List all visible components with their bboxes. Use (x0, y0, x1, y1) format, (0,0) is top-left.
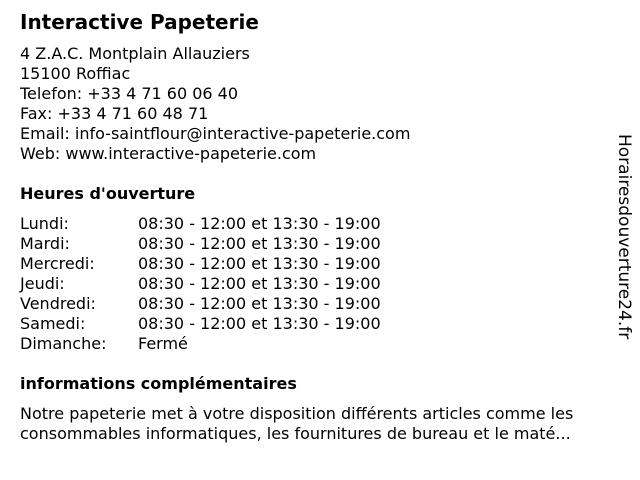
opening-hours-heading: Heures d'ouverture (20, 184, 196, 203)
contact-block (20, 44, 410, 164)
hours-row-wednesday (20, 254, 381, 274)
opening-hours-table (20, 214, 381, 354)
time-range: 08:30 - 12:00 et 13:30 - 19:00 (138, 234, 381, 253)
day-label: Lundi: (20, 214, 69, 233)
day-label: Mercredi: (20, 254, 95, 273)
time-range: 08:30 - 12:00 et 13:30 - 19:00 (138, 254, 381, 273)
hours-row-thursday (20, 274, 381, 294)
time-range: 08:30 - 12:00 et 13:30 - 19:00 (138, 314, 381, 333)
watermark (612, 134, 636, 346)
website-url: Web: www.interactive-papeterie.com (20, 144, 317, 163)
hours-row-tuesday (20, 234, 381, 254)
address-line-2: 15100 Roffiac (20, 64, 131, 83)
address-line-1: 4 Z.A.C. Montplain Allauziers (20, 44, 250, 63)
phone-number: Telefon: +33 4 71 60 06 40 (20, 84, 239, 103)
additional-info-text: Notre papeterie met à votre disposition différents articles comme les consommables informatiques, les fournitures de bureau et le maté... (20, 404, 574, 443)
hours-row-saturday (20, 314, 381, 334)
day-label: Jeudi: (20, 274, 65, 293)
watermark-text: Horairesdouverture24.fr (614, 134, 634, 340)
day-label: Dimanche: (20, 334, 107, 353)
day-label: Samedi: (20, 314, 86, 333)
time-range: 08:30 - 12:00 et 13:30 - 19:00 (138, 274, 381, 293)
hours-row-monday (20, 214, 381, 234)
hours-row-friday (20, 294, 381, 314)
time-range: 08:30 - 12:00 et 13:30 - 19:00 (138, 214, 381, 233)
fax-number: Fax: +33 4 71 60 48 71 (20, 104, 209, 123)
additional-info-heading: informations complémentaires (20, 374, 297, 393)
time-range: 08:30 - 12:00 et 13:30 - 19:00 (138, 294, 381, 313)
time-range: Fermé (138, 334, 188, 353)
day-label: Vendredi: (20, 294, 96, 313)
business-name: Interactive Papeterie (20, 10, 259, 34)
hours-row-sunday (20, 334, 381, 354)
email-address: Email: info-saintflour@interactive-papeterie.com (20, 124, 411, 143)
day-label: Mardi: (20, 234, 70, 253)
